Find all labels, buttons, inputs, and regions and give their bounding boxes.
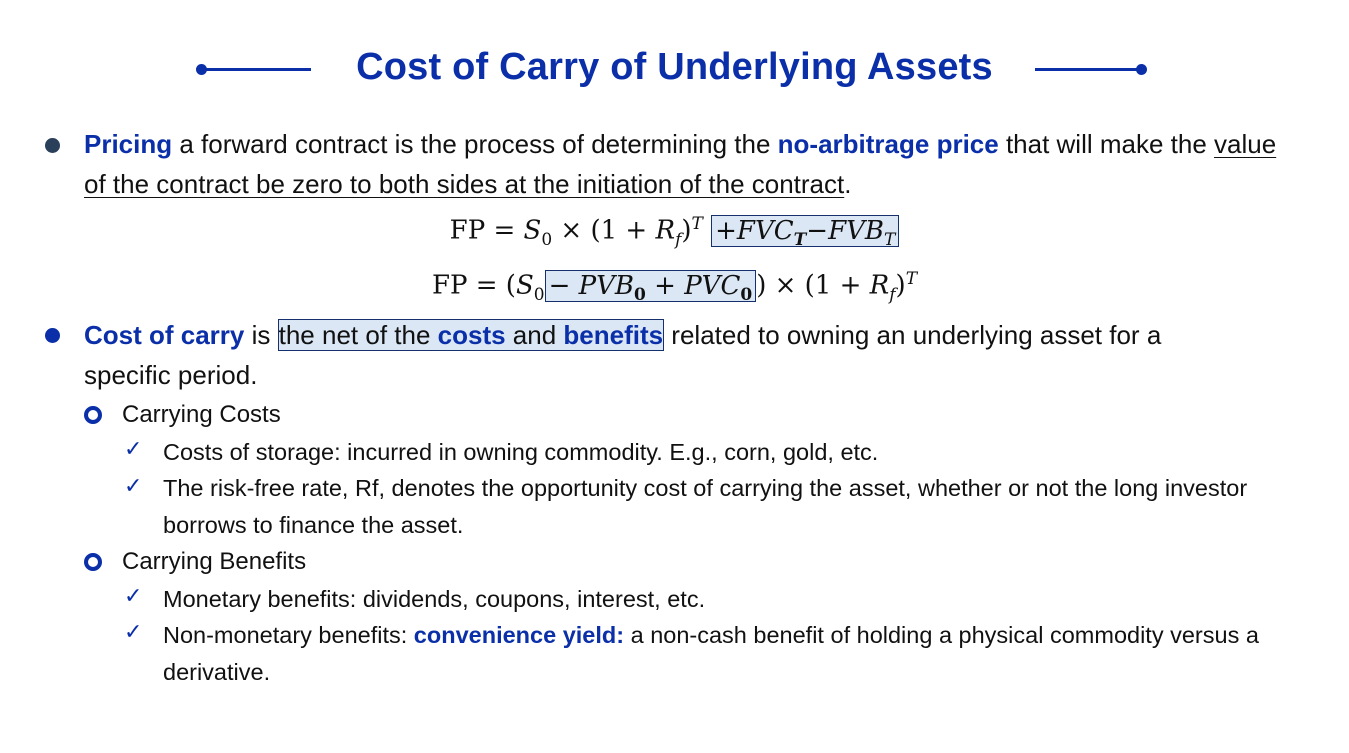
check-icon: ✓ <box>124 584 143 609</box>
f1-boxed-term <box>711 215 899 250</box>
ring-bullet-costs <box>84 406 102 424</box>
f2-pvc-sub: 0 <box>740 284 753 305</box>
f2-rf: R <box>869 270 890 301</box>
term-costs: costs <box>437 320 506 350</box>
f2-lhs: FP = ( <box>431 270 516 301</box>
title-right-dot <box>1136 64 1147 75</box>
f2-pvb: − PVB <box>548 270 635 301</box>
coc-text-a: is <box>244 320 278 350</box>
check-icon: ✓ <box>124 437 143 462</box>
bullet-dot-1 <box>45 138 60 153</box>
costs-item-1: Costs of storage: incurred in owning commodity. E.g., corn, gold, etc. <box>163 439 879 465</box>
f1-rf-sub: f <box>675 229 682 250</box>
costs-item-2: The risk-free rate, Rf, denotes the opportunity cost of carrying the asset, whether or not the long investor borrows to finance the asset. <box>163 475 1248 538</box>
f1-close: ) <box>681 215 692 246</box>
coc-text-b: related to owning an underlying asset for a <box>664 320 1162 350</box>
pricing-text-a: a forward contract is the process of determining the <box>172 129 778 159</box>
coc-hl-and: and <box>505 320 564 350</box>
f2-exp: T <box>905 269 918 289</box>
f1-fvb: −FVB <box>806 215 884 246</box>
f1-fvc-sub: T <box>793 229 807 250</box>
f1-s0: S <box>523 215 542 246</box>
f2-s0: S <box>515 270 534 301</box>
title-bar <box>0 44 1349 96</box>
term-cost-of-carry: Cost of carry <box>84 320 245 350</box>
f2-rf-sub: f <box>889 284 896 305</box>
bullet-dot-2 <box>45 328 60 343</box>
f2-s0-sub: 0 <box>533 284 545 305</box>
pricing-text-c: . <box>844 169 852 199</box>
f1-rf: R <box>655 215 676 246</box>
carrying-benefits-label: Carrying Benefits <box>122 548 307 575</box>
benefits-item-2 <box>163 617 1273 690</box>
f1-fvc: +FVC <box>715 215 794 246</box>
term-benefits: benefits <box>563 320 664 350</box>
f1-exp: T <box>691 214 703 234</box>
bullet-pricing <box>84 124 1284 204</box>
page-title: Cost of Carry of Underlying Assets <box>356 46 993 88</box>
f1-fvb-sub: T <box>884 229 896 250</box>
benefits-item-1: Monetary benefits: dividends, coupons, interest, etc. <box>163 586 706 612</box>
ring-bullet-benefits <box>84 553 102 571</box>
f2-boxed-term <box>545 270 757 305</box>
pricing-underlined: value of the contract be zero to both sides at the initiation of the contract <box>84 129 1277 199</box>
coc-hl-a: the net of the <box>278 320 438 350</box>
title-right-line <box>1035 68 1141 71</box>
term-no-arbitrage: no-arbitrage price <box>777 129 999 159</box>
f1-lhs: FP = <box>449 215 524 246</box>
check-icon: ✓ <box>124 474 143 499</box>
f2-mid: ) × (1 + <box>756 270 870 301</box>
formula-pvc <box>0 269 1349 305</box>
bullet-cost-of-carry <box>84 315 1284 395</box>
f2-pvb-sub: 0 <box>634 284 646 305</box>
term-convenience-yield: convenience yield: <box>413 622 625 648</box>
f2-pvc: + PVC <box>645 270 741 301</box>
formula-fvc <box>0 214 1349 250</box>
term-pricing: Pricing <box>84 129 173 159</box>
f1-mid: × (1 + <box>552 215 656 246</box>
benefit2-text-b: a non-cash benefit of holding a physical commodity versus a derivative. <box>163 622 1259 685</box>
carrying-costs-label: Carrying Costs <box>122 401 281 428</box>
benefit2-text-a: Non-monetary benefits: <box>163 622 414 648</box>
coc-highlight <box>278 319 664 351</box>
f1-s0-sub: 0 <box>541 229 553 250</box>
coc-line2: specific period. <box>84 360 258 390</box>
check-icon: ✓ <box>124 620 143 645</box>
f2-close: ) <box>895 270 906 301</box>
pricing-text-b: that will make the <box>998 129 1215 159</box>
